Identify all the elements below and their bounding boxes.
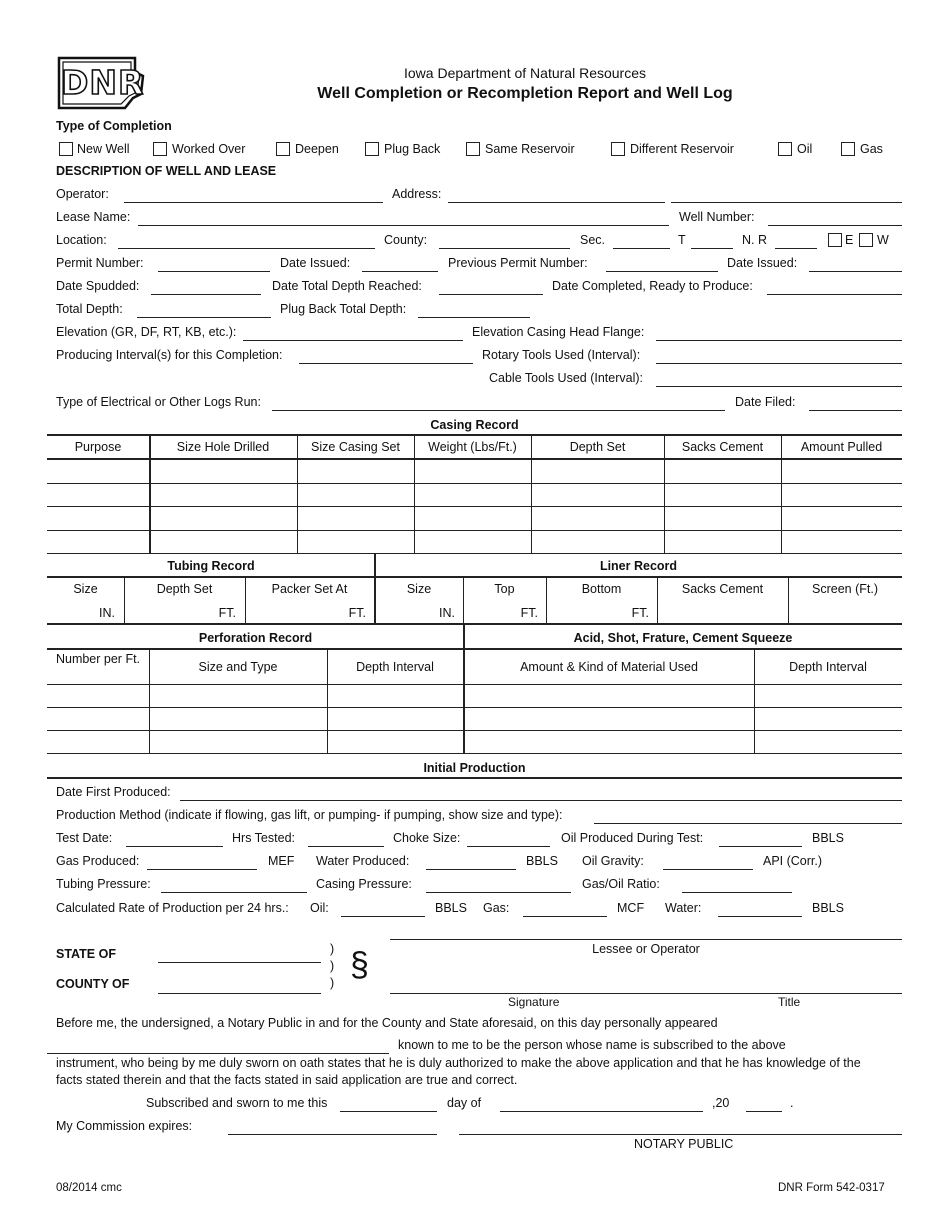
oil-during-test-label: Oil Produced During Test: bbox=[561, 831, 704, 845]
checkbox-oil[interactable] bbox=[778, 142, 792, 156]
sec-label: Sec. bbox=[580, 233, 606, 247]
oil-during-test-unit: BBLS bbox=[812, 831, 844, 845]
tubing-col-depth-set: Depth Set bbox=[156, 582, 213, 596]
liner-col-sacks: Sacks Cement bbox=[681, 582, 764, 596]
calc-water-label: Water: bbox=[665, 901, 702, 915]
label-plug-back: Plug Back bbox=[384, 142, 441, 156]
address-field-1[interactable] bbox=[448, 202, 665, 203]
lessee-top-line bbox=[390, 939, 902, 940]
rotary-tools-label: Rotary Tools Used (Interval): bbox=[482, 348, 641, 362]
liner-col-screen: Screen (Ft.) bbox=[812, 582, 878, 596]
acid-record-title: Acid, Shot, Frature, Cement Squeeze bbox=[573, 631, 793, 645]
casing-col-weight: Weight (Lbs/Ft.) bbox=[428, 440, 517, 454]
perforation-row-line-2 bbox=[47, 730, 902, 731]
label-gas: Gas bbox=[860, 142, 883, 156]
checkbox-different-reservoir[interactable] bbox=[611, 142, 625, 156]
cable-tools-label: Cable Tools Used (Interval): bbox=[489, 371, 644, 385]
checkbox-plug-back[interactable] bbox=[365, 142, 379, 156]
lease-name-label: Lease Name: bbox=[56, 210, 131, 224]
agency-name: Iowa Department of Natural Resources bbox=[404, 65, 646, 81]
producing-interval-field[interactable] bbox=[299, 363, 473, 364]
cable-tools-field[interactable] bbox=[656, 386, 902, 387]
county-of-field[interactable] bbox=[158, 993, 321, 994]
water-produced-field[interactable] bbox=[426, 869, 516, 870]
paren-3: ) bbox=[330, 976, 335, 990]
notary-signature-field[interactable] bbox=[459, 1134, 902, 1135]
perforation-col-number: Number per Ft. bbox=[55, 652, 141, 666]
perforation-row-line-3 bbox=[47, 753, 902, 754]
plug-back-depth-field[interactable] bbox=[418, 317, 530, 318]
perforation-col-depth: Depth Interval bbox=[356, 660, 434, 674]
choke-size-field[interactable] bbox=[467, 846, 550, 847]
year-prefix-label: ,20 bbox=[712, 1096, 730, 1110]
production-method-label: Production Method (indicate if flowing, gas lift, or pumping- if pumping, show size and type): bbox=[56, 808, 563, 822]
casing-pressure-field[interactable] bbox=[426, 892, 571, 893]
lease-name-field[interactable] bbox=[138, 225, 669, 226]
title-label: Title bbox=[778, 995, 801, 1009]
year-period: . bbox=[790, 1096, 794, 1110]
perforation-header-bottom-border bbox=[47, 684, 902, 685]
section-symbol: § bbox=[350, 946, 369, 984]
liner-unit-size: IN. bbox=[439, 606, 455, 620]
well-number-label: Well Number: bbox=[679, 210, 755, 224]
label-different-reservoir: Different Reservoir bbox=[630, 142, 734, 156]
calc-gas-field[interactable] bbox=[523, 916, 607, 917]
subscribed-year-field[interactable] bbox=[746, 1111, 782, 1112]
casing-header-border bbox=[47, 458, 902, 460]
casing-record-title: Casing Record bbox=[430, 418, 519, 432]
water-produced-label: Water Produced: bbox=[316, 854, 410, 868]
instrument-text-2: facts stated therein and that the facts stated in said application are true and correct. bbox=[56, 1073, 518, 1087]
casing-col-depth-set: Depth Set bbox=[569, 440, 626, 454]
liner-record-title: Liner Record bbox=[599, 559, 678, 573]
label-same-reservoir: Same Reservoir bbox=[485, 142, 575, 156]
acid-col-depth: Depth Interval bbox=[789, 660, 867, 674]
checkbox-new-well[interactable] bbox=[59, 142, 73, 156]
casing-row-line-1 bbox=[47, 483, 902, 484]
total-depth-label: Total Depth: bbox=[56, 302, 123, 316]
label-deepen: Deepen bbox=[295, 142, 339, 156]
checkbox-gas[interactable] bbox=[841, 142, 855, 156]
label-oil: Oil bbox=[797, 142, 813, 156]
electrical-logs-label: Type of Electrical or Other Logs Run: bbox=[56, 395, 261, 409]
operator-label: Operator: bbox=[56, 187, 109, 201]
permit-number-label: Permit Number: bbox=[56, 256, 144, 270]
label-worked-over: Worked Over bbox=[172, 142, 246, 156]
footer-form-number: DNR Form 542-0317 bbox=[778, 1182, 885, 1194]
liner-col-bottom: Bottom bbox=[581, 582, 622, 596]
perforation-col-size-type: Size and Type bbox=[198, 660, 278, 674]
gas-produced-unit: MEF bbox=[268, 854, 295, 868]
county-of-label: COUNTY OF bbox=[56, 977, 130, 991]
subscribed-day-field[interactable] bbox=[340, 1111, 437, 1112]
tubing-unit-size: IN. bbox=[99, 606, 115, 620]
casing-row-line-2 bbox=[47, 506, 902, 507]
gas-produced-label: Gas Produced: bbox=[56, 854, 140, 868]
calc-rate-label: Calculated Rate of Production per 24 hrs.: bbox=[56, 901, 289, 915]
description-heading: DESCRIPTION OF WELL AND LEASE bbox=[56, 164, 277, 178]
signature-field[interactable] bbox=[390, 993, 902, 994]
tubing-col-packer: Packer Set At bbox=[271, 582, 348, 596]
township-field[interactable] bbox=[691, 248, 733, 249]
county-label: County: bbox=[384, 233, 428, 247]
tubing-record-title: Tubing Record bbox=[167, 559, 255, 573]
date-spudded-label: Date Spudded: bbox=[56, 279, 140, 293]
date-total-depth-label: Date Total Depth Reached: bbox=[272, 279, 422, 293]
gas-oil-ratio-label: Gas/Oil Ratio: bbox=[582, 877, 660, 891]
logo-text: DNR bbox=[61, 63, 145, 102]
perforation-record-title: Perforation Record bbox=[198, 631, 313, 645]
liner-col-top: Top bbox=[494, 582, 515, 596]
total-depth-field[interactable] bbox=[137, 317, 271, 318]
checkbox-deepen[interactable] bbox=[276, 142, 290, 156]
east-label: E bbox=[845, 233, 854, 247]
hrs-tested-label: Hrs Tested: bbox=[232, 831, 295, 845]
calc-gas-unit: MCF bbox=[617, 901, 645, 915]
casing-top-border bbox=[47, 434, 902, 436]
location-field[interactable] bbox=[118, 248, 375, 249]
date-total-depth-field[interactable] bbox=[439, 294, 543, 295]
casing-row-line-3 bbox=[47, 530, 902, 531]
tubing-liner-top-border bbox=[47, 576, 902, 578]
liner-unit-bottom: FT. bbox=[631, 606, 649, 620]
township-label: T bbox=[678, 233, 686, 247]
date-issued-2-field[interactable] bbox=[809, 271, 902, 272]
oil-gravity-label: Oil Gravity: bbox=[582, 854, 644, 868]
liner-unit-top: FT. bbox=[520, 606, 538, 620]
sec-field[interactable] bbox=[613, 248, 670, 249]
test-date-field[interactable] bbox=[126, 846, 223, 847]
elevation-casing-label: Elevation Casing Head Flange: bbox=[472, 325, 645, 339]
casing-col-purpose: Purpose bbox=[74, 440, 122, 454]
calc-water-unit: BBLS bbox=[812, 901, 844, 915]
tubing-col-size: Size bbox=[73, 582, 98, 596]
perforation-row-line-1 bbox=[47, 707, 902, 708]
dnr-logo bbox=[55, 54, 147, 112]
previous-permit-label: Previous Permit Number: bbox=[448, 256, 588, 270]
elevation-label: Elevation (GR, DF, RT, KB, etc.): bbox=[56, 325, 237, 339]
electrical-logs-field[interactable] bbox=[272, 410, 725, 411]
range-label: N. R bbox=[742, 233, 767, 247]
commission-label: My Commission expires: bbox=[56, 1119, 193, 1133]
tubing-pressure-field[interactable] bbox=[161, 892, 307, 893]
instrument-text-1: instrument, who being by me duly sworn on oath states that he is duly authorized to make the above application and that he has knowledge of the bbox=[56, 1056, 861, 1070]
previous-permit-field[interactable] bbox=[606, 271, 718, 272]
casing-col-size-casing: Size Casing Set bbox=[311, 440, 400, 454]
date-completed-field[interactable] bbox=[767, 294, 902, 295]
tubing-unit-packer: FT. bbox=[348, 606, 366, 620]
appeared-name-field[interactable] bbox=[47, 1053, 389, 1054]
form-title: Well Completion or Recompletion Report and Well Log bbox=[317, 85, 733, 102]
calc-gas-label: Gas: bbox=[483, 901, 510, 915]
date-filed-field[interactable] bbox=[809, 410, 902, 411]
water-produced-unit: BBLS bbox=[526, 854, 558, 868]
checkbox-east[interactable] bbox=[828, 233, 842, 247]
address-label: Address: bbox=[392, 187, 442, 201]
notary-public-label: NOTARY PUBLIC bbox=[634, 1137, 734, 1151]
producing-interval-label: Producing Interval(s) for this Completion: bbox=[56, 348, 283, 362]
tubing-pressure-label: Tubing Pressure: bbox=[56, 877, 151, 891]
casing-pressure-label: Casing Pressure: bbox=[316, 877, 412, 891]
calc-oil-label: Oil: bbox=[310, 901, 329, 915]
before-me-text: Before me, the undersigned, a Notary Public in and for the County and State aforesaid, on this day personally appeared bbox=[56, 1016, 718, 1030]
date-filed-label: Date Filed: bbox=[735, 395, 796, 409]
perforation-header-top-border bbox=[47, 648, 902, 650]
oil-during-test-field[interactable] bbox=[719, 846, 802, 847]
paren-2: ) bbox=[330, 959, 335, 973]
day-of-label: day of bbox=[447, 1096, 482, 1110]
initial-production-border bbox=[47, 777, 902, 779]
gas-produced-field[interactable] bbox=[147, 869, 257, 870]
footer-revision: 08/2014 cmc bbox=[56, 1182, 122, 1194]
state-of-label: STATE OF bbox=[56, 947, 116, 961]
initial-production-title: Initial Production bbox=[423, 761, 526, 775]
elevation-field[interactable] bbox=[243, 340, 463, 341]
west-label: W bbox=[877, 233, 889, 247]
calc-oil-field[interactable] bbox=[341, 916, 425, 917]
operator-field[interactable] bbox=[124, 202, 383, 203]
casing-row-line-4 bbox=[47, 553, 902, 554]
checkbox-west[interactable] bbox=[859, 233, 873, 247]
liner-col-size: Size bbox=[406, 582, 432, 596]
state-of-field[interactable] bbox=[158, 962, 321, 963]
date-spudded-field[interactable] bbox=[151, 294, 261, 295]
checkbox-same-reservoir[interactable] bbox=[466, 142, 480, 156]
calc-water-field[interactable] bbox=[718, 916, 802, 917]
location-label: Location: bbox=[56, 233, 107, 247]
permit-number-field[interactable] bbox=[158, 271, 270, 272]
date-first-produced-label: Date First Produced: bbox=[56, 785, 171, 799]
range-field[interactable] bbox=[775, 248, 817, 249]
casing-col-size-hole: Size Hole Drilled bbox=[176, 440, 270, 454]
well-number-field[interactable] bbox=[768, 225, 902, 226]
date-first-produced-field[interactable] bbox=[180, 800, 902, 801]
plug-back-depth-label: Plug Back Total Depth: bbox=[280, 302, 407, 316]
casing-col-sacks-cement: Sacks Cement bbox=[681, 440, 764, 454]
date-issued-label: Date Issued: bbox=[280, 256, 351, 270]
commission-field[interactable] bbox=[228, 1134, 437, 1135]
oil-gravity-unit: API (Corr.) bbox=[763, 854, 823, 868]
calc-oil-unit: BBLS bbox=[435, 901, 467, 915]
date-completed-label: Date Completed, Ready to Produce: bbox=[552, 279, 753, 293]
date-issued-2-label: Date Issued: bbox=[727, 256, 798, 270]
acid-col-material: Amount & Kind of Material Used bbox=[520, 660, 698, 674]
label-new-well: New Well bbox=[77, 142, 130, 156]
county-field[interactable] bbox=[439, 248, 570, 249]
lessee-label: Lessee or Operator bbox=[592, 942, 700, 956]
rotary-tools-field[interactable] bbox=[656, 363, 902, 364]
address-field-2[interactable] bbox=[671, 202, 902, 203]
date-issued-field[interactable] bbox=[362, 271, 438, 272]
gas-oil-ratio-field[interactable] bbox=[682, 892, 792, 893]
oil-gravity-field[interactable] bbox=[663, 869, 753, 870]
checkbox-worked-over[interactable] bbox=[153, 142, 167, 156]
elevation-casing-field[interactable] bbox=[656, 340, 902, 341]
subscribed-label: Subscribed and sworn to me this bbox=[146, 1096, 328, 1110]
subscribed-month-field[interactable] bbox=[500, 1111, 703, 1112]
choke-size-label: Choke Size: bbox=[393, 831, 461, 845]
paren-1: ) bbox=[330, 942, 335, 956]
test-date-label: Test Date: bbox=[56, 831, 113, 845]
casing-col-amount-pulled: Amount Pulled bbox=[800, 440, 883, 454]
completion-heading: Type of Completion bbox=[56, 119, 172, 133]
perforation-acid-divider bbox=[463, 623, 465, 753]
signature-label: Signature bbox=[508, 995, 560, 1009]
hrs-tested-field[interactable] bbox=[308, 846, 384, 847]
production-method-field[interactable] bbox=[594, 823, 902, 824]
tubing-unit-depth: FT. bbox=[218, 606, 236, 620]
known-to-me-text: known to me to be the person whose name is subscribed to the above bbox=[398, 1038, 786, 1052]
tubing-liner-bottom-border bbox=[47, 623, 902, 625]
